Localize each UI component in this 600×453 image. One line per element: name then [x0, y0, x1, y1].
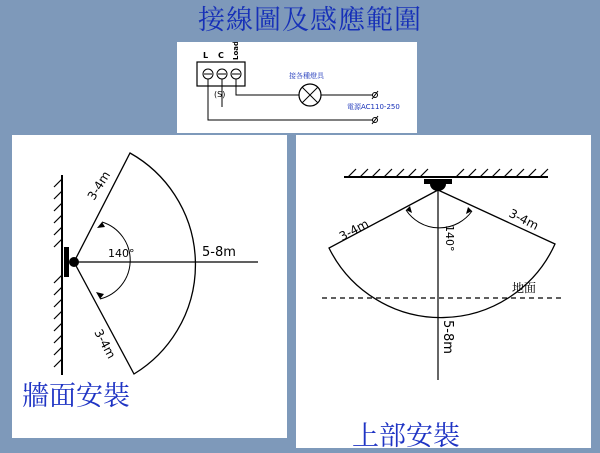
page-title: 接線圖及感應範圍 [198, 5, 422, 36]
ceiling-mount-diagram [296, 135, 591, 448]
ceiling-mount-caption: 上部安裝 [352, 421, 460, 452]
ceiling-sensor-bracket [424, 179, 452, 184]
ground-label: 地面 [512, 281, 537, 295]
lamp-label: 接各種燈具 [289, 72, 324, 80]
wall-range-label: 5-8m [202, 245, 236, 260]
ceiling-hatching [348, 169, 548, 177]
terminal-label-load: Load [232, 42, 240, 60]
ceiling-angle-arc [406, 210, 472, 228]
power-label: 電源AC110-250 [347, 103, 400, 111]
wall-sensor-bracket [64, 247, 69, 277]
ceiling-range-label: 5-8m [440, 320, 455, 354]
wall-hatching [54, 179, 62, 367]
terminal-label-l: L [203, 51, 209, 60]
sensor-label: (S) [214, 90, 226, 99]
wiring-svg [177, 42, 417, 133]
ceiling-edge-right-label: 3-4m [506, 206, 541, 233]
wall-mount-caption: 牆面安裝 [22, 381, 130, 412]
wall-edge-lower-label: 3-4m [91, 326, 119, 362]
terminal-label-c: C [218, 51, 224, 60]
wall-angle-arc [100, 222, 130, 299]
wall-angle-label: 140° [108, 247, 135, 260]
wiring-diagram [177, 42, 417, 133]
ceiling-edge-left-label: 3-4m [336, 216, 372, 244]
ceiling-mount-panel [296, 135, 591, 448]
ceiling-angle-label: 140° [443, 225, 456, 252]
wall-edge-upper-label: 3-4m [84, 168, 114, 203]
